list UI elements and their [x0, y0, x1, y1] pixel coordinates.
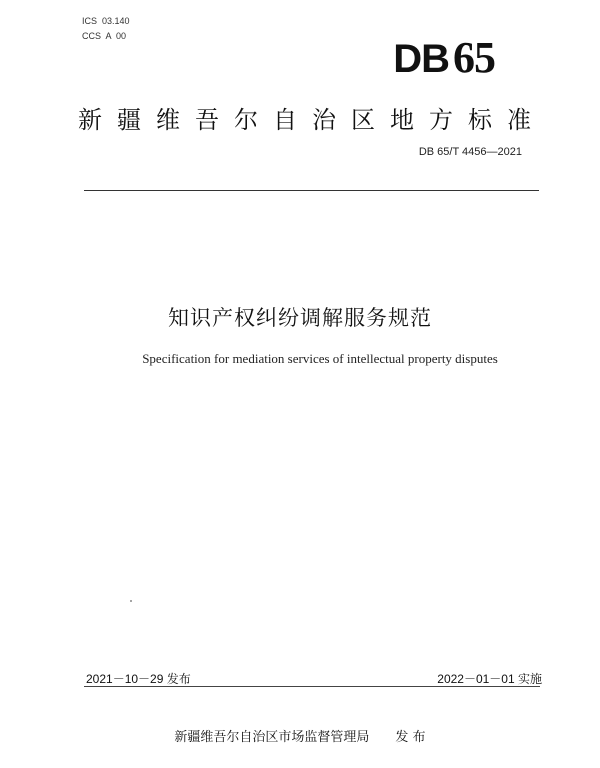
title-english: Specification for mediation services of intellectual property disputes — [142, 351, 498, 366]
standard-number: DB 65/T 4456—2021 — [418, 146, 522, 158]
standard-class-heading: 新疆维吾尔自治区地方标准 — [78, 106, 546, 134]
db-logo — [393, 33, 495, 82]
logo-letters: DB — [393, 37, 449, 81]
issuer: 新疆维吾尔自治区市场监督管理局 发 布 — [174, 730, 426, 745]
ccs-code: CCS A 00 — [82, 31, 127, 41]
ics-code: ICS 03.140 — [82, 16, 130, 26]
logo-number: 65 — [453, 33, 495, 82]
scan-speck — [130, 600, 132, 602]
publish-date: 2021－10－29 发布 — [86, 672, 191, 686]
title-chinese: 知识产权纠纷调解服务规范 — [168, 306, 432, 330]
implement-date: 2022－01－01 实施 — [437, 672, 542, 686]
classification-codes — [82, 14, 130, 44]
header-divider — [84, 190, 539, 191]
footer-divider — [84, 686, 540, 687]
